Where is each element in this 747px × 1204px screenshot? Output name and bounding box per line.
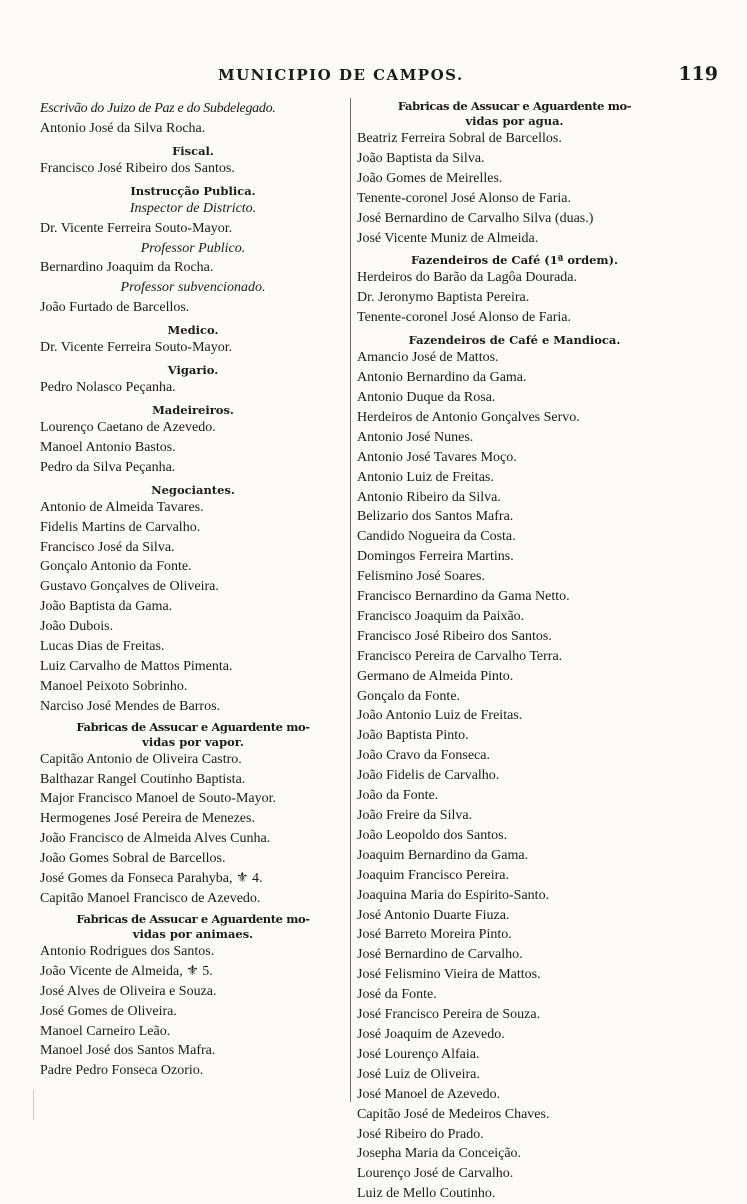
list-item: José Gomes de Oliveira. xyxy=(40,1003,177,1019)
list-item: João Gomes de Meirelles. xyxy=(357,170,503,186)
list-item: Joaquina Maria do Espirito-Santo. xyxy=(357,887,550,903)
list-item: Joaquim Bernardino da Gama. xyxy=(357,847,529,863)
doctor-name: Dr. Vicente Ferreira Souto-Mayor. xyxy=(40,340,233,356)
list-item: Francisco José da Silva. xyxy=(40,539,175,555)
column-divider xyxy=(350,98,351,1102)
teacher-name: Bernardino Joaquim da Rocha. xyxy=(40,260,214,276)
inspector-role: Inspector de Districto. xyxy=(129,200,257,216)
timber-list xyxy=(40,418,346,478)
list-item: Manoel Carneiro Leão. xyxy=(40,1023,171,1039)
list-item: Antonio Rodrigues dos Santos. xyxy=(40,943,215,959)
list-item: José da Fonte. xyxy=(357,987,437,1003)
list-item: Belizario dos Santos Mafra. xyxy=(357,509,514,525)
list-item: João Antonio Luiz de Freitas. xyxy=(357,708,523,724)
list-item: Hermogenes José Pereira de Menezes. xyxy=(40,811,255,827)
list-item: João Fidelis de Carvalho. xyxy=(357,768,500,784)
right-column xyxy=(357,99,672,1204)
list-item: Narciso José Mendes de Barros. xyxy=(40,698,221,714)
list-item: Balthazar Rangel Coutinho Baptista. xyxy=(40,771,246,787)
list-item: Manoel Peixoto Sobrinho. xyxy=(40,678,188,694)
list-item: Antonio José Tavares Moço. xyxy=(357,449,517,465)
list-item: Tenente-coronel José Alonso de Faria. xyxy=(357,310,572,326)
vicar-name: Pedro Nolasco Peçanha. xyxy=(40,380,176,396)
vicar-heading: Vigario. xyxy=(167,363,219,378)
steam-list xyxy=(40,750,346,909)
list-item: Gustavo Gonçalves de Oliveira. xyxy=(40,579,219,595)
list-item: Major Francisco Manoel de Souto-Mayor. xyxy=(40,791,277,807)
list-item: Beatriz Ferreira Sobral de Barcellos. xyxy=(357,131,562,146)
animal-heading-line1: Fabricas de Assucar e Aguardente mo- xyxy=(76,911,310,926)
list-item: João Leopoldo dos Santos. xyxy=(357,827,508,843)
margin-mark xyxy=(33,1090,34,1120)
list-item: João Cravo da Fonseca. xyxy=(357,748,490,764)
list-item: José Felismino Vieira de Mattos. xyxy=(357,967,541,983)
list-item: José Bernardino de Carvalho Silva (duas.) xyxy=(357,210,594,226)
list-item: Antonio de Almeida Tavares. xyxy=(40,499,204,515)
timber-heading: Madeireiros. xyxy=(152,402,234,417)
fiscal-heading: Fiscal. xyxy=(172,143,214,158)
list-item: João da Fonte. xyxy=(357,788,439,804)
list-item: Herdeiros do Barão da Lagôa Dourada. xyxy=(357,270,578,286)
animal-list xyxy=(40,942,346,1081)
list-item: Tenente-coronel José Alonso de Faria. xyxy=(357,190,572,206)
list-item: Candido Nogueira da Costa. xyxy=(357,529,516,545)
list-item: Manoel Antonio Bastos. xyxy=(40,439,176,455)
list-item: Capitão Manoel Francisco de Azevedo. xyxy=(40,891,261,906)
list-item: Capitão José de Medeiros Chaves. xyxy=(357,1106,550,1122)
list-item: João Freire da Silva. xyxy=(357,808,473,823)
subsidized-role: Professor subvencionado. xyxy=(120,280,266,296)
list-item: Lucas Dias de Freitas. xyxy=(40,639,165,655)
coffee-manioc-heading: Fazendeiros de Café e Mandioca. xyxy=(408,333,621,348)
steam-heading xyxy=(40,717,346,750)
teacher-role: Professor Publico. xyxy=(140,240,246,256)
list-item: José Ribeiro do Prado. xyxy=(357,1126,484,1142)
inspector-name: Dr. Vicente Ferreira Souto-Mayor. xyxy=(40,220,233,236)
list-item: João Vicente de Almeida, ⚜ 5. xyxy=(40,963,213,979)
list-item: Antonio Bernardino da Gama. xyxy=(357,370,527,386)
list-item: Gonçalo da Fonte. xyxy=(357,688,461,704)
water-heading-line2: vidas por agua. xyxy=(465,114,564,128)
list-item: Antonio Luiz de Freitas. xyxy=(357,469,494,485)
list-item: Luiz de Mello Coutinho. xyxy=(357,1186,496,1202)
list-item: João Gomes Sobral de Barcellos. xyxy=(40,851,226,867)
list-item: Antonio Duque da Rosa. xyxy=(357,389,496,405)
list-item: Domingos Ferreira Martins. xyxy=(357,549,514,565)
list-item: José Alves de Oliveira e Souza. xyxy=(40,983,217,999)
page-header xyxy=(40,63,720,90)
steam-heading-line2: vidas por vapor. xyxy=(142,734,244,749)
water-heading xyxy=(357,99,672,129)
left-column xyxy=(40,99,346,1081)
list-item: Francisco Pereira de Carvalho Terra. xyxy=(357,648,563,664)
fiscal-name: Francisco José Ribeiro dos Santos. xyxy=(40,160,235,176)
list-item: Luiz Carvalho de Mattos Pimenta. xyxy=(40,658,233,674)
list-item: Francisco Joaquim da Paixão. xyxy=(357,608,525,624)
instruction-heading: Instrucção Publica. xyxy=(130,183,256,198)
list-item: Felismino José Soares. xyxy=(357,569,485,585)
list-item: Pedro da Silva Peçanha. xyxy=(40,459,176,475)
list-item: Gonçalo Antonio da Fonte. xyxy=(40,559,192,575)
list-item: José Francisco Pereira de Souza. xyxy=(357,1007,541,1023)
list-item: Joaquim Francisco Pereira. xyxy=(357,867,510,883)
water-list xyxy=(357,129,672,248)
list-item: Manoel José dos Santos Mafra. xyxy=(40,1043,216,1059)
steam-heading-line1: Fabricas de Assucar e Aguardente mo- xyxy=(76,719,310,734)
list-item: João Baptista Pinto. xyxy=(357,728,469,744)
list-item: Dr. Jeronymo Baptista Pereira. xyxy=(357,290,530,306)
list-item: João Francisco de Almeida Alves Cunha. xyxy=(40,831,271,847)
coffee1-list xyxy=(357,268,672,328)
subsidized-name: João Furtado de Barcellos. xyxy=(40,300,190,316)
list-item: José Barreto Moreira Pinto. xyxy=(357,927,512,943)
list-item: José Gomes da Fonseca Parahyba, ⚜ 4. xyxy=(40,871,263,887)
page-title: MUNICIPIO DE CAMPOS. xyxy=(218,66,464,84)
list-item: José Manoel de Azevedo. xyxy=(357,1086,501,1102)
merchants-heading: Negociantes. xyxy=(151,482,235,497)
list-item: Lourenço Caetano de Azevedo. xyxy=(40,419,216,435)
coffee1-heading: Fazendeiros de Café (1ª ordem). xyxy=(410,253,619,268)
list-item: João Dubois. xyxy=(40,619,114,635)
list-item: Antonio José Nunes. xyxy=(357,429,474,445)
list-item: José Joaquim de Azevedo. xyxy=(357,1026,505,1042)
list-item: Fidelis Martins de Carvalho. xyxy=(40,519,201,535)
list-item: José Lourenço Alfaia. xyxy=(357,1046,480,1062)
doctor-heading: Medico. xyxy=(167,323,219,338)
animal-heading xyxy=(40,909,346,942)
list-item: João Baptista da Gama. xyxy=(40,599,173,615)
clerk-role: Escrivão do Juizo de Paz e do Subdelegado. xyxy=(40,101,276,116)
animal-heading-line2: vidas por animaes. xyxy=(132,926,254,941)
coffee-manioc-list xyxy=(357,348,672,1204)
water-heading-line1: Fabricas de Assucar e Aguardente mo- xyxy=(397,99,632,113)
list-item: Herdeiros de Antonio Gonçalves Servo. xyxy=(357,409,580,425)
list-item: Capitão Antonio de Oliveira Castro. xyxy=(40,751,242,767)
list-item: Francisco José Ribeiro dos Santos. xyxy=(357,628,552,644)
list-item: Antonio Ribeiro da Silva. xyxy=(357,489,501,505)
list-item: José Antonio Duarte Fiuza. xyxy=(357,907,510,923)
list-item: Germano de Almeida Pinto. xyxy=(357,668,514,684)
list-item: João Baptista da Silva. xyxy=(357,150,485,166)
merchants-list xyxy=(40,498,346,717)
list-item: Francisco Bernardino da Gama Netto. xyxy=(357,589,570,605)
list-item: Padre Pedro Fonseca Ozorio. xyxy=(40,1063,204,1079)
list-item: Josepha Maria da Conceição. xyxy=(357,1146,522,1162)
list-item: José Vicente Muniz de Almeida. xyxy=(357,230,539,246)
list-item: Lourenço José de Carvalho. xyxy=(357,1166,514,1182)
list-item: José Bernardino de Carvalho. xyxy=(357,947,523,963)
list-item: Amancio José de Mattos. xyxy=(357,350,499,366)
list-item: José Luiz de Oliveira. xyxy=(357,1066,480,1082)
page-number: 119 xyxy=(678,63,718,85)
clerk-name: Antonio José da Silva Rocha. xyxy=(40,120,206,136)
